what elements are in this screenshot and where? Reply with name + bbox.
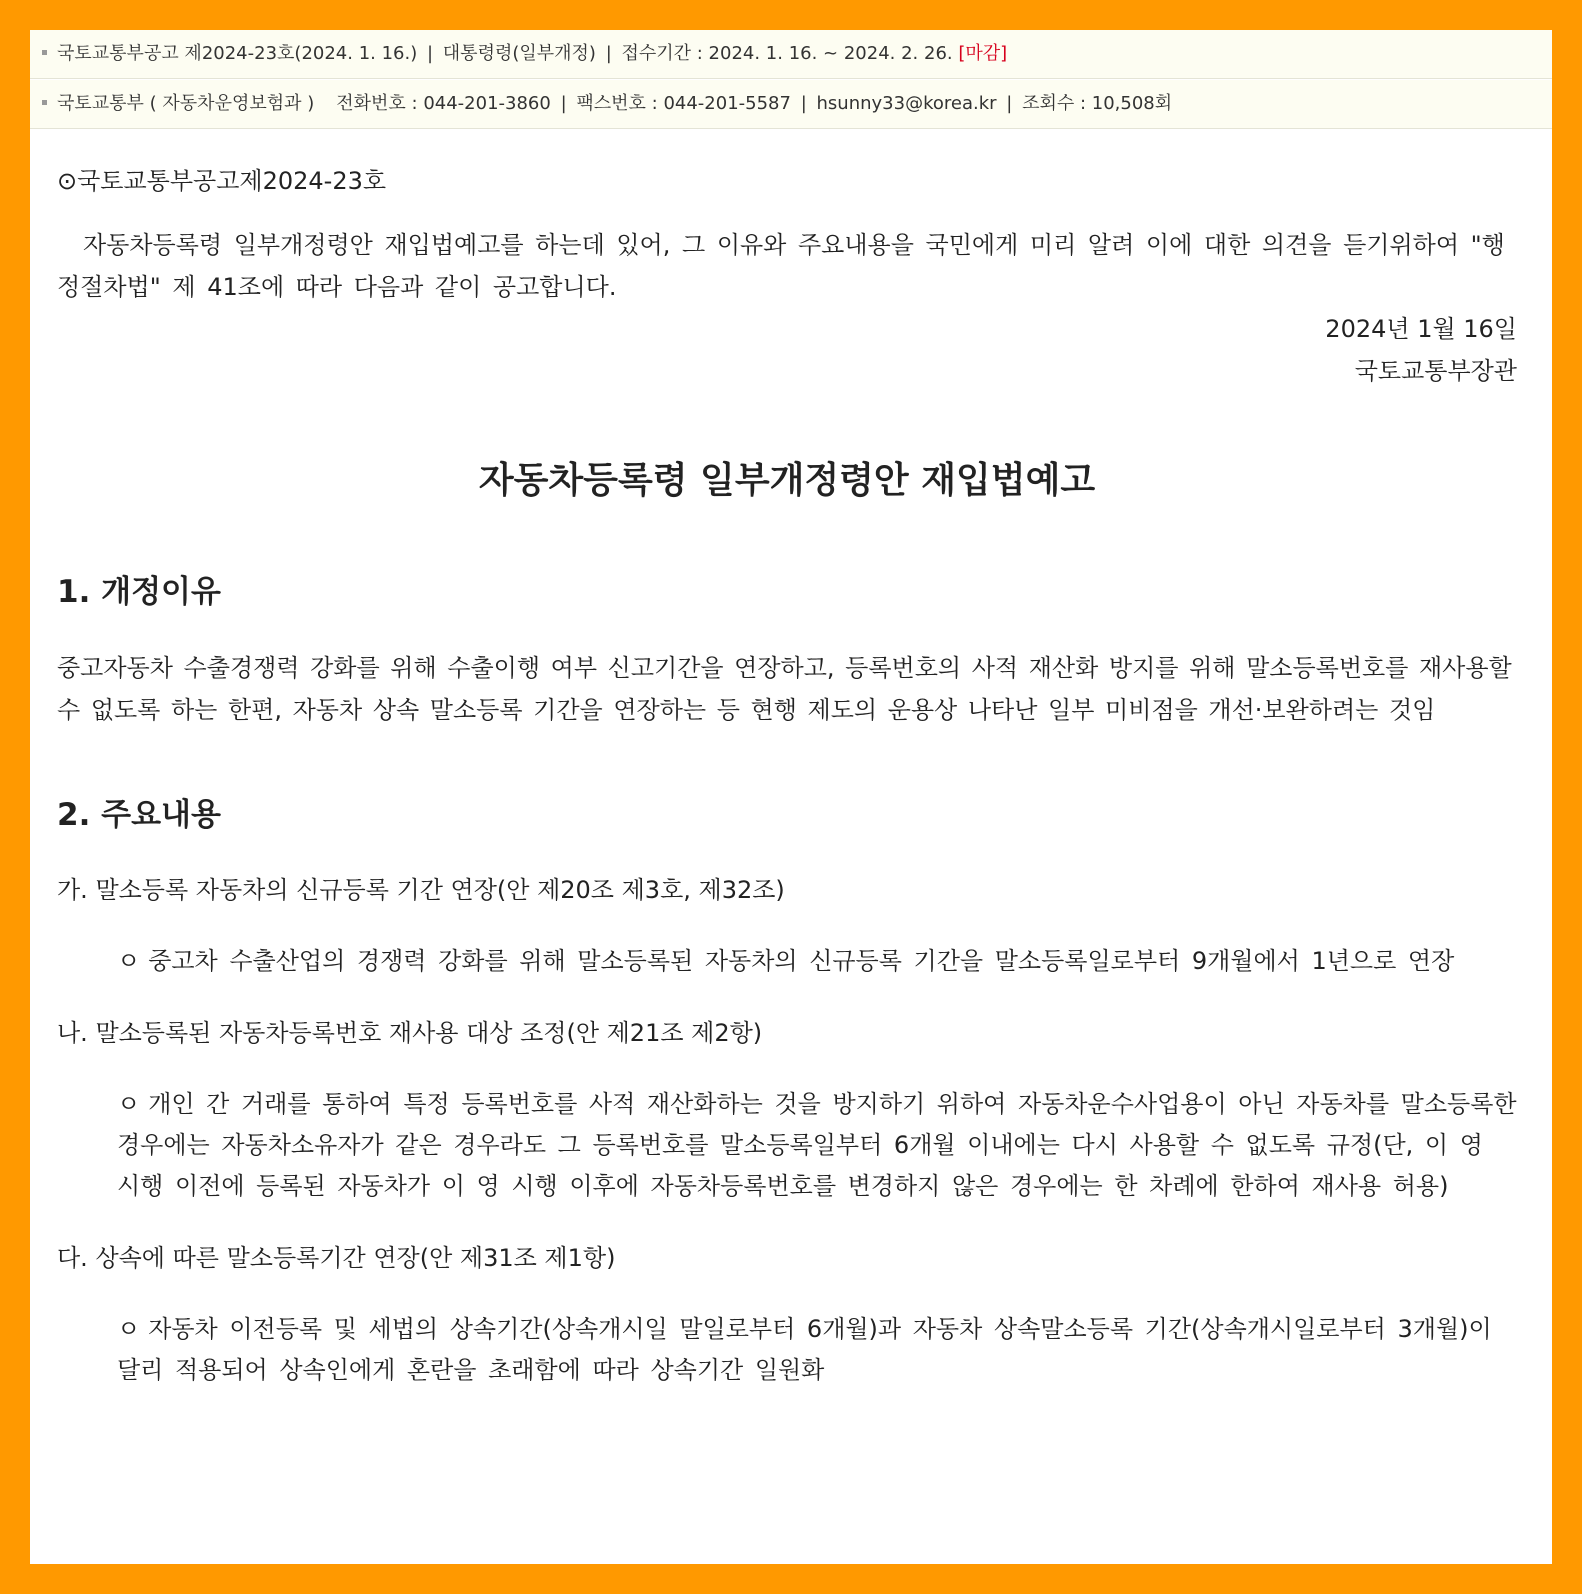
list-item-detail-text: 개인 간 거래를 통하여 특정 등록번호를 사적 재산화하는 것을 방지하기 위하여 자동차운수사업용이 아닌 자동차를 말소등록한 경우에는 자동차소유자가 같은 경우라도 그 등록번호를 말소등록일부터 6개월 이내에는 다시 사용할 수 없도록 규정(단, 이 영 시행 이전에 등록된 자동차가 이 영 시행 이후에 자동차등록번호를 변경하지 않은 경우에는 한 차례에 한하여 재사용 허용) <box>117 1090 1517 1200</box>
bullet-icon <box>42 50 47 55</box>
contact-meta-row <box>30 80 1552 129</box>
document-title: 자동차등록령 일부개정령안 재입법예고 <box>478 460 1096 501</box>
circle-bullet-icon: ㅇ <box>117 1090 141 1118</box>
circle-bullet-icon: ㅇ <box>117 1315 141 1343</box>
fax-number: 팩스번호 : 044-201-5587 <box>576 93 791 114</box>
separator: | <box>560 93 567 114</box>
phone-number: 전화번호 : 044-201-3860 <box>336 93 551 114</box>
separator: | <box>605 43 612 64</box>
notice-meta-row <box>30 30 1552 79</box>
notice-issuer: 국토교통부장관 <box>1354 357 1517 385</box>
status-badge: [마감] <box>958 43 1008 64</box>
notice-heading: ⊙국토교통부공고제2024-23호 <box>57 167 387 195</box>
notice-number: 국토교통부공고 제2024-23호(2024. 1. 16.) <box>57 43 418 64</box>
list-item-detail <box>117 941 1517 982</box>
list-item-title: 다. 상속에 따른 말소등록기간 연장(안 제31조 제1항) <box>57 1244 616 1272</box>
department: 국토교통부 ( 자동차운영보험과 ) <box>57 93 315 114</box>
notice-intro: 자동차등록령 일부개정령안 재입법예고를 하는데 있어, 그 이유와 주요내용을 국민에게 미리 알려 이에 대한 의견을 듣기위하여 "행정절차법" 제 41조에 따라 다음과 같이 공고합니다. <box>57 231 1505 301</box>
list-item-title: 가. 말소등록 자동차의 신규등록 기간 연장(안 제20조 제3호, 제32조) <box>57 876 785 904</box>
notice-type: 대통령령(일부개정) <box>442 43 596 64</box>
view-count: 조회수 : 10,508회 <box>1022 93 1173 114</box>
notice-date: 2024년 1월 16일 <box>1325 315 1517 343</box>
list-item-detail-text: 중고차 수출산업의 경쟁력 강화를 위해 말소등록된 자동차의 신규등록 기간을 말소등록일로부터 9개월에서 1년으로 연장 <box>148 947 1455 975</box>
bullet-icon <box>42 100 47 105</box>
section-heading-reason: 1. 개정이유 <box>57 574 221 610</box>
list-item-detail <box>117 1309 1517 1391</box>
reception-period: 접수기간 : 2024. 1. 16. ~ 2024. 2. 26. <box>621 43 953 64</box>
list-item-detail-text: 자동차 이전등록 및 세법의 상속기간(상속개시일 말일로부터 6개월)과 자동차 상속말소등록 기간(상속개시일로부터 3개월)이 달리 적용되어 상속인에게 혼란을 초래함에 따라 상속기간 일원화 <box>117 1315 1492 1384</box>
list-item-title: 나. 말소등록된 자동차등록번호 재사용 대상 조정(안 제21조 제2항) <box>57 1019 763 1047</box>
section-heading-contents: 2. 주요내용 <box>57 797 221 833</box>
notice-content <box>57 160 1517 1391</box>
separator: | <box>426 43 434 64</box>
page-frame <box>30 30 1552 1564</box>
circle-bullet-icon: ㅇ <box>117 947 141 975</box>
list-item-detail <box>117 1084 1517 1207</box>
separator: | <box>1006 93 1013 114</box>
separator: | <box>800 93 807 114</box>
email-link[interactable]: hsunny33@korea.kr <box>816 93 997 114</box>
section-body-reason: 중고자동차 수출경쟁력 강화를 위해 수출이행 여부 신고기간을 연장하고, 등록번호의 사적 재산화 방지를 위해 말소등록번호를 재사용할 수 없도록 하는 한편, 자동차 상속 말소등록 기간을 연장하는 등 현행 제도의 운용상 나타난 일부 미비점을 개선·보완하려는 것임 <box>57 654 1512 724</box>
